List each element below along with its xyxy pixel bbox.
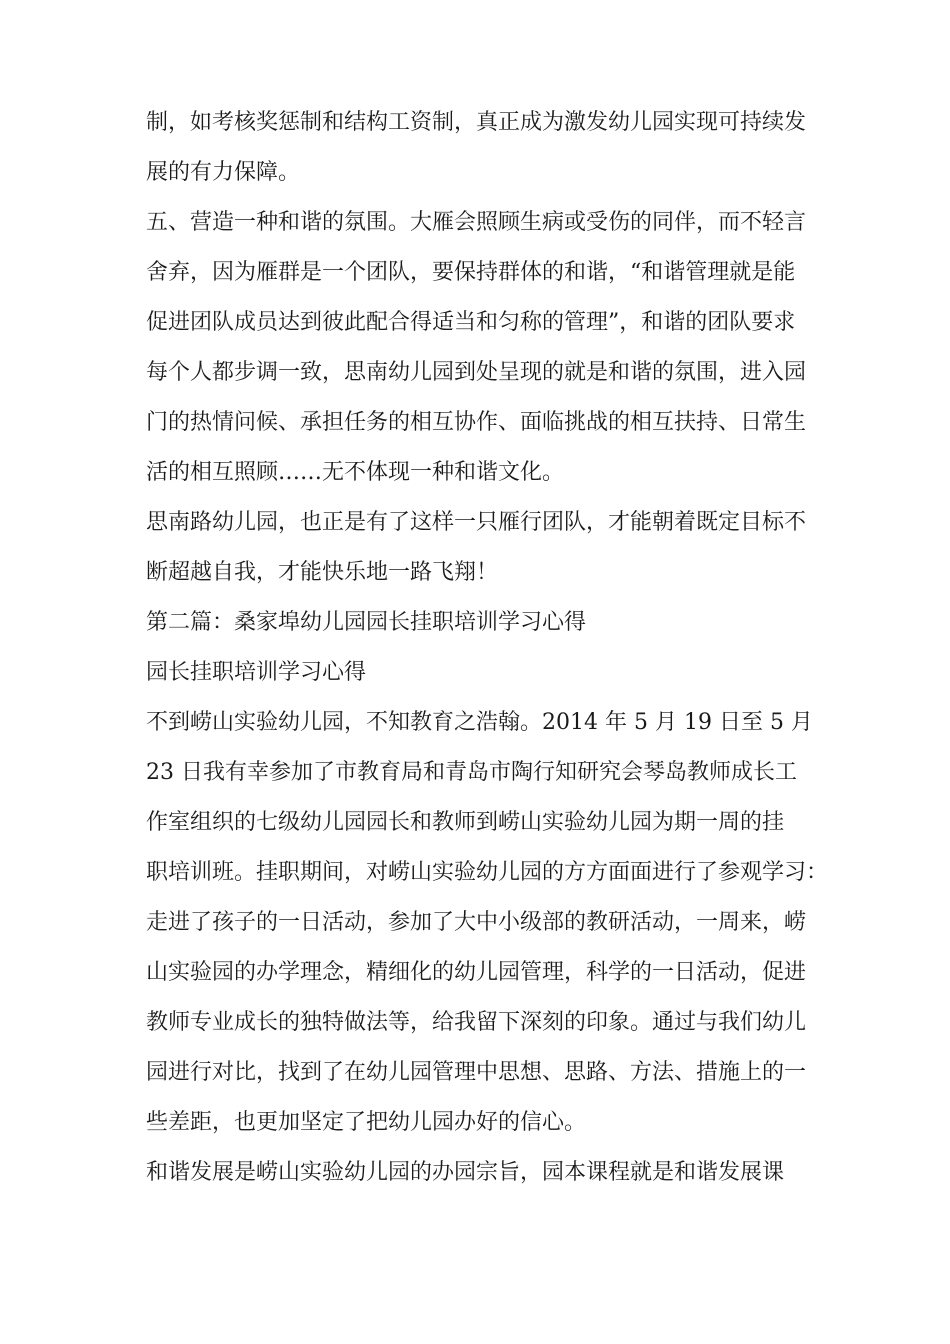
text-line: 门的热情问候、承担任务的相互协作、面临挑战的相互扶持、日常生 — [146, 410, 807, 435]
text-line: 制，如考核奖惩制和结构工资制，真正成为激发幼儿园实现可持续发 — [146, 110, 807, 135]
article-title: 园长挂职培训学习心得 — [146, 660, 367, 685]
text-line: 五、营造一种和谐的氛围。大雁会照顾生病或受伤的同伴，而不轻言 — [146, 210, 807, 235]
text-line: 展的有力保障。 — [146, 160, 301, 185]
text-line: 些差距，也更加坚定了把幼儿园办好的信心。 — [146, 1110, 587, 1135]
document-body — [146, 98, 829, 1198]
text-line: 活的相互照顾……无不体现一种和谐文化。 — [146, 460, 565, 485]
text-line: 园进行对比，找到了在幼儿园管理中思想、思路、方法、措施上的一 — [146, 1060, 807, 1085]
text-line: 促进团队成员达到彼此配合得适当和匀称的管理”，和谐的团队要求 — [146, 310, 796, 335]
text-line: 山实验园的办学理念，精细化的幼儿园管理，科学的一日活动，促进 — [146, 960, 807, 985]
text-line: 思南路幼儿园，也正是有了这样一只雁行团队，才能朝着既定目标不 — [146, 510, 807, 535]
text-line: 舍弃，因为雁群是一个团队，要保持群体的和谐，“和谐管理就是能 — [146, 260, 796, 285]
text-line: 职培训班。挂职期间，对崂山实验幼儿园的方方面面进行了参观学习： — [146, 860, 829, 885]
text-line: 作室组织的七级幼儿园园长和教师到崂山实验幼儿园为期一周的挂 — [146, 810, 785, 835]
text-line: 23 日我有幸参加了市教育局和青岛市陶行知研究会琴岛教师成长工 — [146, 760, 797, 785]
text-line: 和谐发展是崂山实验幼儿园的办园宗旨，园本课程就是和谐发展课 — [146, 1160, 785, 1185]
text-line: 教师专业成长的独特做法等，给我留下深刻的印象。通过与我们幼儿 — [146, 1010, 807, 1035]
text-line: 不到崂山实验幼儿园，不知教育之浩翰。2014 年 5 月 19 日至 5 月 — [146, 710, 813, 735]
section-heading: 第二篇：桑家埠幼儿园园长挂职培训学习心得 — [146, 610, 587, 635]
text-line: 每个人都步调一致，思南幼儿园到处呈现的就是和谐的氛围，进入园 — [146, 360, 807, 385]
text-line: 断超越自我，才能快乐地一路飞翔！ — [146, 560, 499, 585]
text-line: 走进了孩子的一日活动，参加了大中小级部的教研活动，一周来，崂 — [146, 910, 807, 935]
